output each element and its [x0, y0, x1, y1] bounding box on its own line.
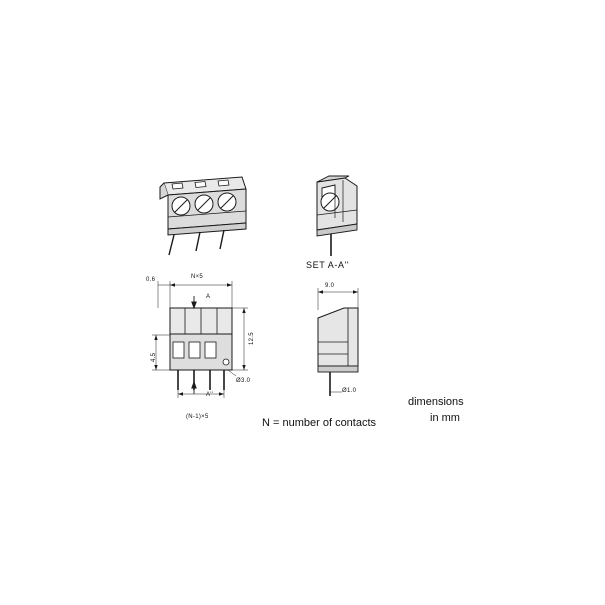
dim-height-label: 12.5	[249, 332, 255, 345]
contacts-note: N = number of contacts	[262, 417, 377, 429]
dim-pitch-total-label: N×5	[191, 274, 204, 280]
dim-hole-diameter-label: Ø3.0	[236, 378, 251, 384]
terminal-block-side-view	[300, 280, 380, 410]
section-arrow-bottom-label: A''	[206, 392, 214, 398]
terminal-block-top-view	[150, 165, 270, 260]
dimensions-note-line1: dimensions	[408, 396, 464, 408]
dim-pin-spacing-label: (N-1)×5	[186, 414, 209, 420]
dimensions-note-line2: in mm	[430, 412, 460, 424]
section-label: SET A-A''	[306, 260, 350, 270]
section-arrow-top-label: A	[206, 294, 211, 300]
dim-edge-offset-label: 0.6	[146, 277, 156, 283]
terminal-block-section-view	[305, 168, 371, 260]
dim-pin-diameter-label: Ø1.0	[342, 388, 357, 394]
dim-depth-label: 9.0	[325, 283, 335, 289]
dim-front-height-label: 4.5	[151, 352, 157, 362]
